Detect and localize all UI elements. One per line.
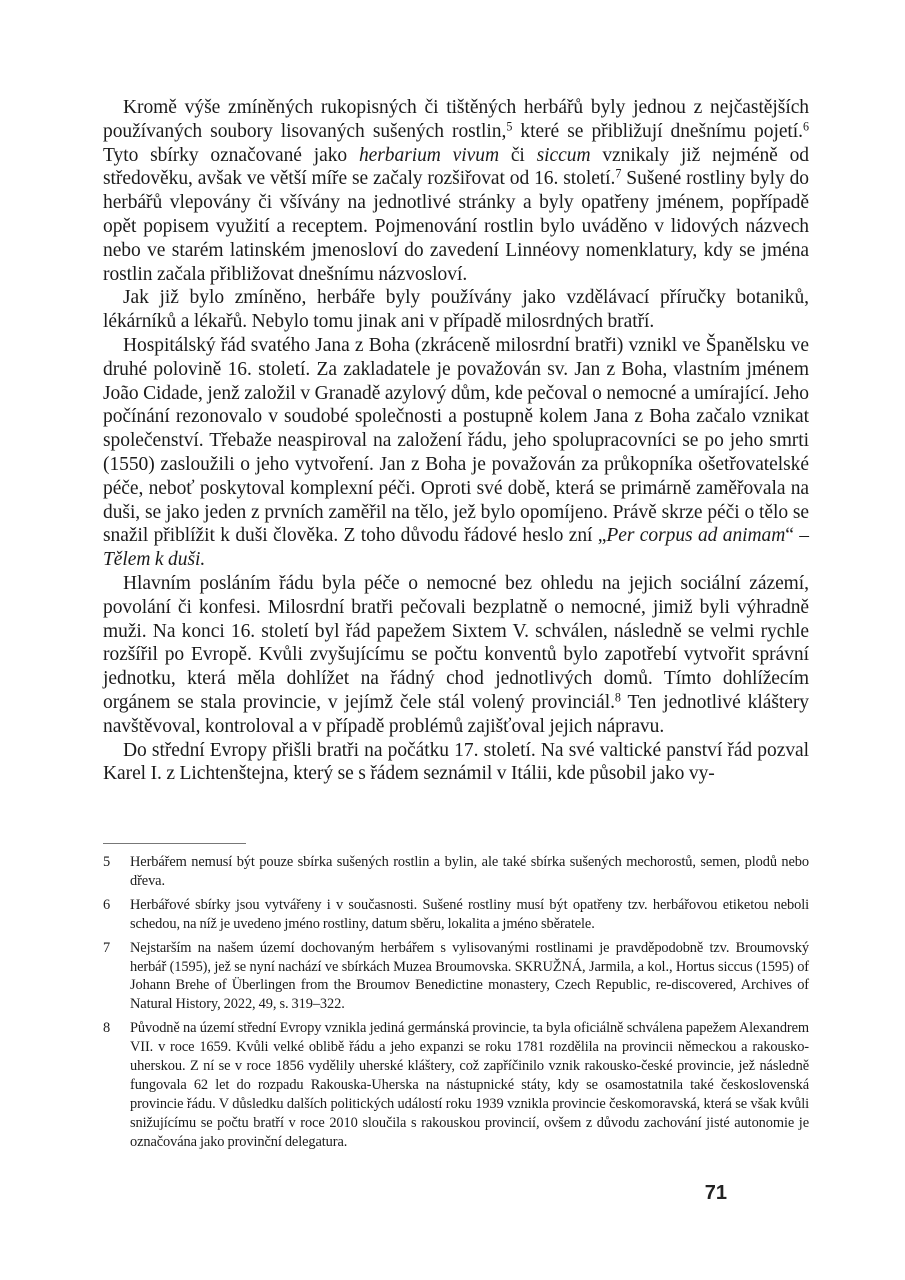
text-run: Jak již bylo zmíněno, herbáře byly používány jako vzdělávací příručky botaniků, lékárníků a lékařů. Nebylo tomu jinak ani v případě milosrdných bratří. [103,287,809,333]
footnote-number: 7 [103,939,111,956]
footnote-text: Herbářové sbírky jsou vytvářeny i v současnosti. Sušené rostliny musí být opatřeny tzv. herbářovou etiketou neboli schedou, na níž je uvedeno jméno rostliny, datum sběru, lokalita a jméno sběratele. [130,896,809,932]
footnote-ref: 5 [506,119,513,134]
italic-text: siccum [536,144,591,166]
footnote [103,1019,809,1151]
text-run: které se přibližují dnešnímu pojetí. [512,120,803,142]
text-run: Hlavním posláním řádu byla péče o nemocné bez ohledu na jejich sociální zázemí, povolání či konfesi. Milosrdní bratři pečovali bezplatně o nemocné, jimiž byli výhradně muži. Na konci 16. století byl řád papežem Sixtem V. schválen, následně se velmi rychle rozšířil po Evropě. Kvůli zvyšujícímu se počtu konventů bylo zapotřebí vytvořit správní jednotku, která měla dohlížet na řádný chod jednotlivých domů. Tímto dohlížecím orgánem se stala provincie, v jejímž čele stál volený provinciál. [103,572,809,713]
paragraph [103,739,809,787]
text-run: či [498,144,537,166]
text-run: Sušené rostliny byly do herbářů vlepovány či všívány na jednotlivé stránky a byly opatřeny jménem, popřípadě opět popisem využití a receptem. Pojmenování rostlin bylo uváděno v lidových názvech nebo ve starém latinském jmenosloví do zavedení Linnéovy nomenklatury, kdy se jména rostlin začala přibližovat dnešnímu názvosloví. [103,168,809,285]
paragraph [103,572,809,739]
footnote-text: Nejstarším na našem území dochovaným herbářem s vylisovanými rostlinami je pravděpodobně tzv. Broumovský herbář (1595), jež se nyní nachází ve sbírkách Muzea Broumovska. SKRUŽNÁ, Jarmila, a kol., Hortus siccus (1595) of Johann Brehe of Überlingen from the Broumov Benedictine monastery, Czech Republic, re-discovered, Archives of Natural History, 2022, 49, s. 319–322. [130,939,809,1013]
text-run: Tyto sbírky označované jako [103,144,359,166]
paragraph [103,334,809,572]
text-run: Do střední Evropy přišli bratři na počátku 17. století. Na své valtické panství řád pozval Karel I. z Lichtenštejna, který se s řádem seznámil v Itálii, kde působil jako vy- [103,739,809,785]
page-number: 71 [704,1182,727,1204]
footnote [103,853,809,891]
footnote-ref: 8 [614,690,621,705]
footnote-text: Herbářem nemusí být pouze sbírka sušených rostlin a bylin, ale také sbírka sušených mechorostů, semen, plodů nebo dřeva. [130,854,809,889]
footnote-text: Původně na území střední Evropy vznikla jediná germánská provincie, ta byla oficiálně schválena papežem Alexandrem VII. v roce 1659. Kvůli velké oblibě řádu a jeho expanzi se roku 1781 rozdělila na provincii německou a rakousko-uherskou. Z ní se v roce 1856 vydělily uherské kláštery, což zapříčinilo vznik rakousko-české provincie, jež následně fungovala 62 let do rozpadu Rakouska-Uherska na nástupnické státy, kdy se osamostatnila také československá provincie řádu. V důsledku dalších politických událostí roku 1939 vznikla provincie českomoravská, která se však kvůli snižujícímu se počtu bratří v roce 2010 sloučila s rakouskou provincií, ovšem z důvodu zachování jisté autonomie je označována jako provinční delegatura. [130,1020,809,1150]
italic-text: herbarium vivum [358,144,499,166]
footnote-number: 6 [103,896,111,913]
footnote-number: 5 [103,854,111,870]
italic-text: Per corpus ad animam [606,525,786,547]
footnotes [103,853,809,1157]
main-text [103,96,809,786]
paragraph [103,286,809,334]
footnote-number: 8 [103,1020,111,1037]
footnote-separator [103,843,246,844]
text-run: “ – [785,525,809,547]
text-run: vznikaly již nejméně od středověku, avšak ve větší míře se začaly rozšiřovat od 16. století. [103,144,809,190]
paragraph [103,96,809,286]
footnote [103,896,809,934]
text-run: Hospitálský řád svatého Jana z Boha (zkráceně milosrdní bratři) vznikl ve Španělsku ve druhé polovině 16. století. Za zakladatele je považován sv. Jan z Boha, vlastním jménem João Cidade, jenž založil v Granadě azylový dům, kde pečoval o nemocné a umírající. Jeho počínání rezonovalo v soudobé společnosti a postupně kolem Jana z Boha začalo vznikat společenství. Třebaže neaspiroval na založení řádu, jeho spolupracovníci se po jeho smrti (1550) zasloužili o jeho vytvoření. Jan z Boha je považován za průkopníka ošetřovatelské péče, neboť poskytoval komplexní péči. Oproti své době, která se primárně zaměřovala na duši, se jako jeden z prvních zaměřil na tělo, jež bylo opomíjeno. Právě skrze péči o tělo se snažil přiblížit k duši člověka. Z toho důvodu řádové heslo zní „ [103,334,809,547]
text-run: Ten jednotlivé kláštery navštěvoval, kontroloval a v případě problémů zajišťoval jejich nápravu. [103,691,809,737]
footnote [103,939,809,1015]
text-run: Kromě výše zmíněných rukopisných či tištěných herbářů byly jednou z nejčastějších používaných soubory lisovaných sušených rostlin, [103,97,809,142]
footnote-ref: 6 [802,119,809,134]
italic-text: Tělem k duši. [103,549,206,571]
footnote-ref: 7 [615,166,622,181]
